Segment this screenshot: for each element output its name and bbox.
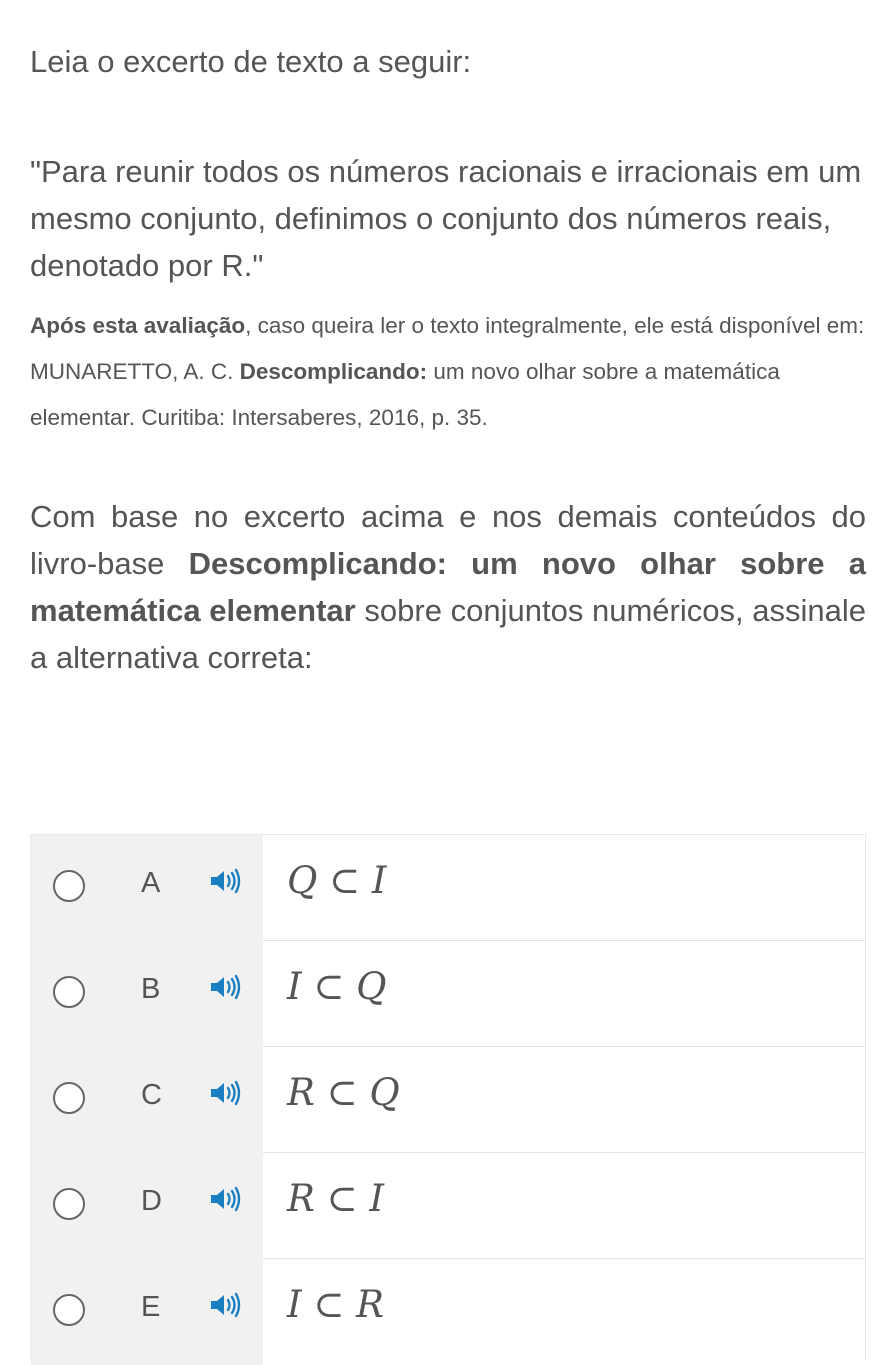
- answer-formula: I ⊂ R: [287, 1283, 384, 1326]
- alternative-c[interactable]: [31, 1047, 865, 1153]
- alternatives-list: [30, 834, 866, 1360]
- reference-bold-start: Após esta avaliação: [30, 313, 246, 338]
- letter-cell: [115, 941, 263, 1047]
- alternative-letter: B: [141, 973, 161, 1005]
- radio-cell: [31, 941, 115, 1047]
- question-text-part1: Com base no excerto acima e nos demais conteúdos do livro-base: [30, 499, 866, 581]
- alternative-d[interactable]: [31, 1153, 865, 1259]
- alternative-e[interactable]: [31, 1259, 865, 1365]
- radio-button-icon[interactable]: [53, 1082, 85, 1114]
- letter-cell: [115, 1047, 263, 1153]
- answer-formula: R ⊂ Q: [287, 1071, 400, 1114]
- alternative-letter: D: [141, 1185, 162, 1217]
- radio-button-icon[interactable]: [53, 976, 85, 1008]
- answer-formula: Q ⊂ I: [287, 859, 387, 902]
- speaker-icon[interactable]: [209, 1079, 243, 1107]
- question-text-part2: sobre conjuntos numéricos, assinale a alternativa correta:: [30, 593, 867, 675]
- radio-button-icon[interactable]: [53, 870, 85, 902]
- speaker-icon[interactable]: [209, 1291, 243, 1319]
- answer-cell: [263, 835, 865, 941]
- speaker-icon[interactable]: [209, 973, 243, 1001]
- letter-cell: [115, 1259, 263, 1365]
- intro-text: Leia o excerto de texto a seguir:: [30, 44, 472, 79]
- answer-cell: [263, 1047, 865, 1153]
- speaker-icon[interactable]: [209, 1185, 243, 1213]
- letter-cell: [115, 1153, 263, 1259]
- answer-formula: R ⊂ I: [287, 1177, 384, 1220]
- question-statement: [30, 493, 866, 681]
- alternative-letter: A: [141, 867, 161, 899]
- alternative-a[interactable]: [31, 835, 865, 941]
- answer-cell: [263, 1259, 865, 1365]
- question-book-title: Descomplicando: um novo olhar sobre a matemática elementar: [30, 546, 866, 628]
- letter-cell: [115, 835, 263, 941]
- reference-text-part2: um novo olhar sobre a matemática elementar. Curitiba: Intersaberes, 2016, p. 35.: [30, 359, 780, 430]
- alternative-b[interactable]: [31, 941, 865, 1047]
- radio-cell: [31, 835, 115, 941]
- alternative-letter: C: [141, 1079, 162, 1111]
- reference-text-part1: , caso queira ler o texto integralmente, ele está disponível em: MUNARETTO, A. C.: [30, 313, 865, 384]
- answer-cell: [263, 1153, 865, 1259]
- radio-cell: [31, 1153, 115, 1259]
- excerpt-quote: "Para reunir todos os números racionais e irracionais em um mesmo conjunto, definimos o conjunto dos números reais, denotado por R.": [30, 154, 862, 283]
- reference-book-title: Descomplicando:: [239, 359, 428, 384]
- alternative-letter: E: [141, 1291, 161, 1323]
- radio-cell: [31, 1259, 115, 1365]
- radio-button-icon[interactable]: [53, 1188, 85, 1220]
- radio-cell: [31, 1047, 115, 1153]
- answer-cell: [263, 941, 865, 1047]
- answer-formula: I ⊂ Q: [287, 965, 387, 1008]
- radio-button-icon[interactable]: [53, 1294, 85, 1326]
- speaker-icon[interactable]: [209, 867, 243, 895]
- reference-text: [30, 303, 866, 441]
